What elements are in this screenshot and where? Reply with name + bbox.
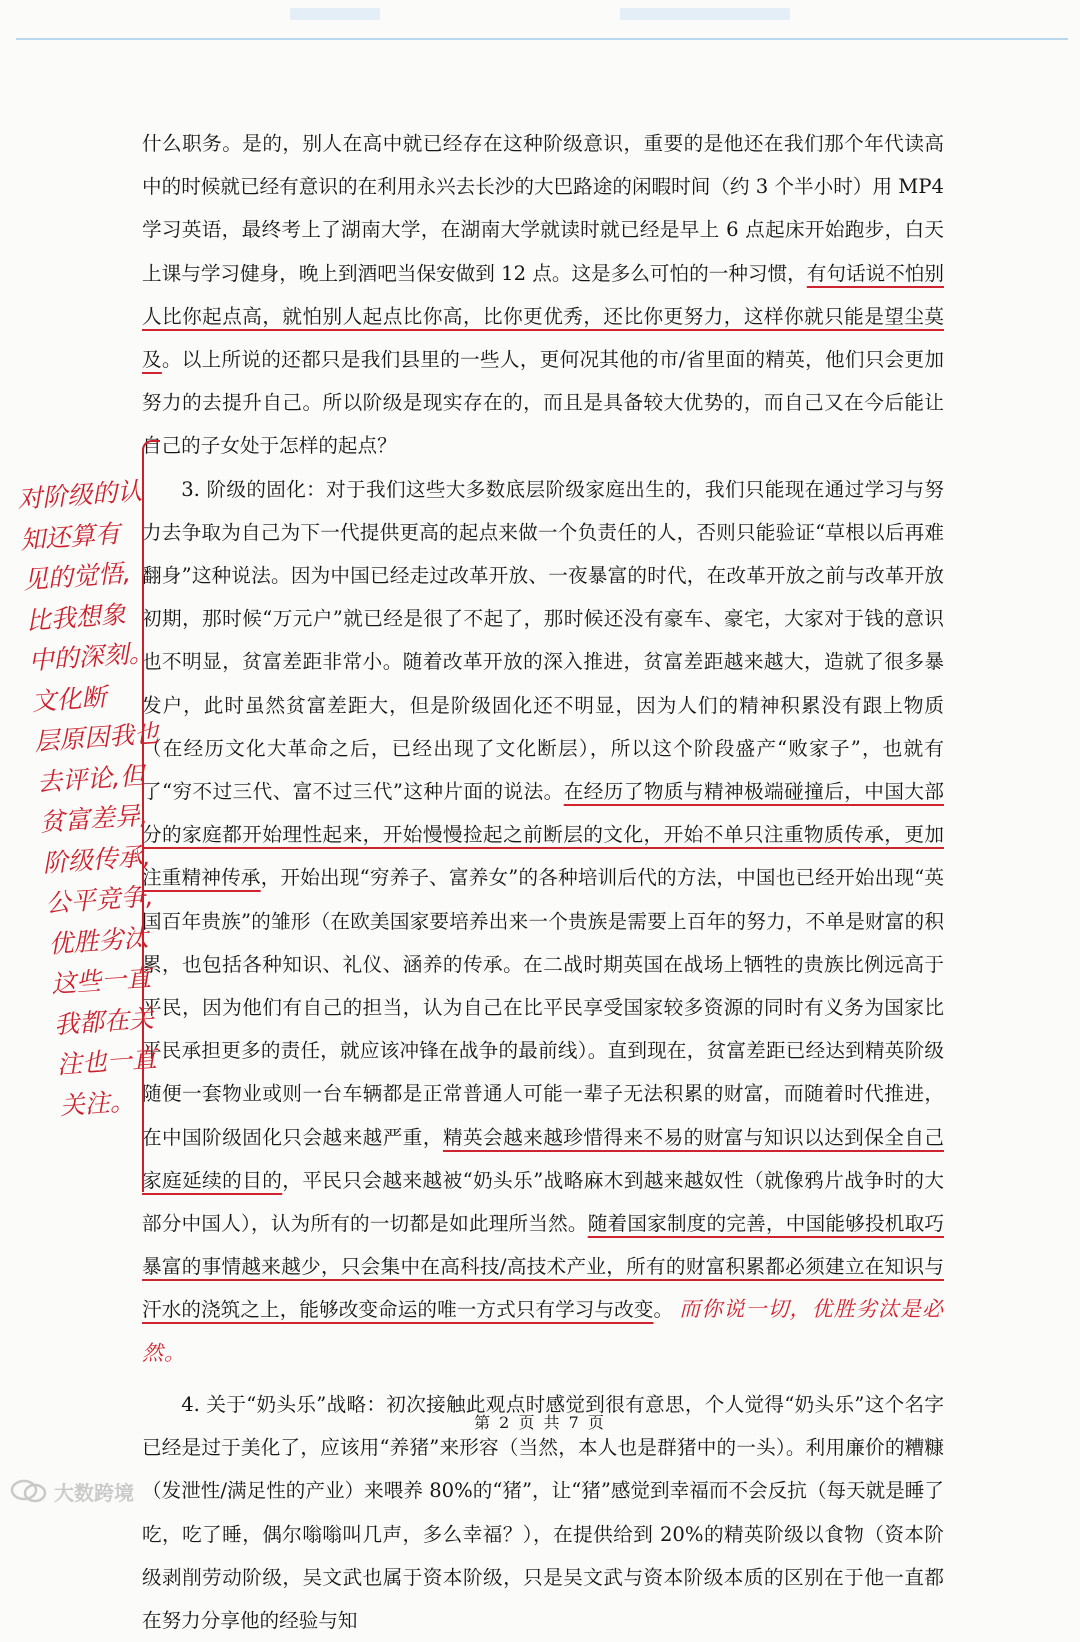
paragraph-1 xyxy=(142,122,944,468)
chat-bubble-logo-icon xyxy=(10,1478,48,1504)
paragraph-class-solidification xyxy=(142,468,944,1375)
paragraph-text: 什么职务。是的，别人在高中就已经存在这种阶级意识，重要的是他还在我们那个年代读高中的时候就已经有意识的在利用永兴去长沙的大巴路途的闲暇时间（约 3 个半小时）用 MP4 学习英语，最终考上了湖南大学，在湖南大学就读时就已经是早上 6 点起床开始跑步，白天上课与学习健身，晚上到酒吧当保安做到 12 点。这是多么可怕的一种习惯， xyxy=(142,132,944,285)
margin-note-line: 层原因我也 xyxy=(33,718,161,757)
watermark-text: 大数跨境 xyxy=(54,1480,134,1505)
margin-note-line: 公平竞争, xyxy=(44,881,155,918)
underlined-text: 随着国家制度的完善，中国能够投机取巧暴富的事情越来越少，只会集中在高科技/高技术产业，所有的财富积累都必须建立在知识与汗水的浇筑之上，能够改变命运的唯一方式只有学习与改变 xyxy=(142,1212,944,1322)
margin-note-line: 文化断 xyxy=(30,681,108,716)
margin-note-line: 注也一直 xyxy=(55,1043,158,1080)
margin-note-line: 比我想象 xyxy=(24,599,127,636)
header-rule xyxy=(16,38,1068,40)
watermark xyxy=(10,1476,134,1506)
header-faint-mark-right xyxy=(620,8,790,20)
underlined-text: 精英会越来越珍惜得来不易的财富与知识以达到保全自己家庭延续的目的 xyxy=(142,1125,945,1192)
margin-note-line: 我都在关 xyxy=(53,1003,155,1040)
margin-note-line: 对阶级的认 xyxy=(16,476,144,514)
header-faint-mark-left xyxy=(290,8,380,20)
paragraph-text: 。以上所说的还都只是我们县里的一些人，更何况其他的市/省里面的精英，他们只会更加努力的去提升自己。所以阶级是现实存在的，而且是具备较大优势的，而自己又在今后能让自己的子女处于怎样的起点？ xyxy=(142,348,944,458)
margin-note-line: 这些一直 xyxy=(50,962,153,999)
underlined-text: 在经历了物质与精神极端碰撞后，中国大部分的家庭都开始理性起来，开始慢慢捡起之前断层的文化，开始不单只注重物质传承，更加注重精神传承 xyxy=(142,780,944,890)
paragraph-text: ，开始出现“穷养子、富养女”的各种培训后代的方法，中国也已经开始出现“英国百年贵族”的雏形（在欧美国家要培养出来一个贵族是需要上百年的努力，不单是财富的积累，也包括各种知识、礼仪、涵养的传承。在二战时期英国在战场上牺牲的贵族比例远高于平民，因为他们有自己的担当，认为自己在比平民享受国家较多资源的同时有义务为国家比平民承担更多的责任，就应该冲锋在战争的最前线）。直到现在，贫富差距已经达到精英阶级随便一套物业或则一台车辆都是正常普通人可能一辈子无法积累的财富，而随着时代推进，在中国阶级固化只会越来越严重， xyxy=(142,866,944,1149)
underlined-text: 有句话说不怕别人比你起点高，就怕别人起点比你高，比你更优秀，还比你更努力，这样你就只能是望尘莫及 xyxy=(142,261,945,372)
page-footer: 第 2 页 共 7 页 xyxy=(474,1413,606,1432)
margin-note-line: 知还算有 xyxy=(19,518,121,555)
margin-note-line: 阶级传承, xyxy=(41,841,152,878)
paragraph-text: 。 xyxy=(653,1298,674,1322)
margin-note-line: 关注。 xyxy=(58,1085,136,1120)
paragraph-text: 4. 关于“奶头乐”战略：初次接触此观点时感觉到很有意思，个人觉得“奶头乐”这个名字已经是过于美化了，应该用“养猪”来形容（当然，本人也是群猪中的一头）。利用廉价的糟糠（发泄性/满足性的产业）来喂养 80%的“猪”，让“猪”感觉到幸福而不会反抗（每天就是睡了吃，吃了睡，偶尔嗡嗡叫几声，多么幸福？），在提供给到 20%的精英阶级以食物（资本阶级剥削劳动阶级，吴文武也属于资本阶级，只是吴文武与资本阶级本质的区别在于他一直都在努力分享他的经验与知 xyxy=(142,1392,944,1632)
handwritten-inline-note: 而你说一切，优胜劣汰是必然。 xyxy=(142,1297,944,1365)
paragraph-text: 3. 阶级的固化：对于我们这些大多数底层阶级家庭出生的，我们只能现在通过学习与努力去争取为自己为下一代提供更高的起点来做一个负责任的人，否则只能验证“草根以后再难翻身”这种说法。因为中国已经走过改革开放、一夜暴富的时代，在改革开放之前与改革开放初期，那时候“万元户”就已经是很了不起了，那时候还没有豪车、豪宅，大家对于钱的意识也不明显，贫富差距非常小。随着改革开放的深入推进，贫富差距越来越大，造就了很多暴发户，此时虽然贫富差距大，但是阶级固化还不明显，因为人们的精神积累没有跟上物质（在经历文化大革命之后，已经出现了文化断层），所以这个阶段盛产“败家子”，也就有了“穷不过三代、富不过三代”这种片面的说法。 xyxy=(142,477,944,804)
paragraph-text: ，平民只会越来越被“奶头乐”战略麻木到越来越奴性（就像鸦片战争时的大部分中国人），认为所有的一切都是如此理所当然。 xyxy=(142,1168,944,1236)
margin-note-line: 贫富差异, xyxy=(38,800,149,838)
margin-note-line: 优胜劣汰 xyxy=(47,922,150,959)
margin-note-line: 去评论,但 xyxy=(36,760,146,797)
margin-note-line: 中的深刻。 xyxy=(27,637,155,676)
margin-note-line: 见的觉悟, xyxy=(21,558,132,595)
